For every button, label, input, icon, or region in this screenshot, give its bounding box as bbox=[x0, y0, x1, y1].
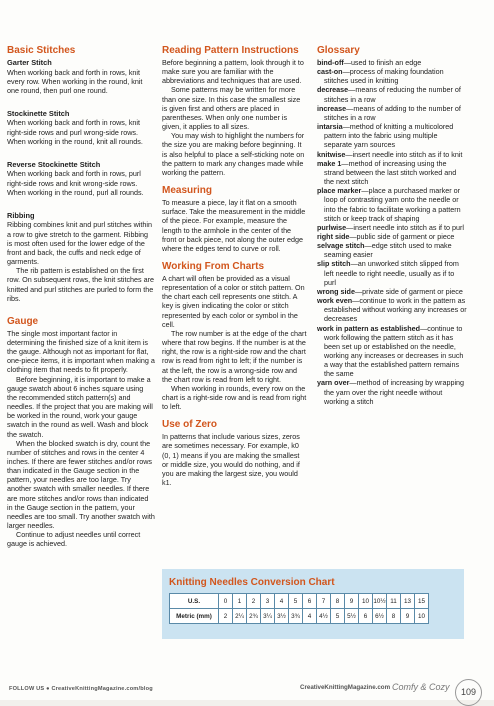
metric-size-cell: 4½ bbox=[317, 609, 331, 624]
glossary-entry bbox=[317, 324, 467, 379]
reverse-stockinette-heading: Reverse Stockinette Stitch bbox=[7, 159, 101, 169]
stockinette-text: When working back and forth in rows, knit right-side rows and purl wrong-side rows. When working in the round, knit all rounds. bbox=[7, 118, 143, 146]
us-size-cell: 9 bbox=[345, 594, 359, 609]
glossary-term: knitwise bbox=[317, 149, 346, 159]
glossary-term: place marker bbox=[317, 186, 362, 196]
glossary-definition: —insert needle into stitch as if to purl bbox=[346, 222, 465, 232]
gauge-text-4: Continue to adjust needles until correct gauge is achieved. bbox=[7, 530, 141, 549]
reading-text-3: You may wish to highlight the numbers for the size you are making before beginning. It is also helpful to place a self-sticking note on the pattern to mark any changes made while working the pattern. bbox=[162, 131, 305, 177]
glossary-definition: —insert needle into stitch as if to knit bbox=[345, 149, 463, 159]
ribbing-text-1: Ribbing combines knit and purl stitches within a row to give stretch to the garment. Ribbing is most often used for the lower edge of the front and back, the cuffs and neck edge of garments. bbox=[7, 220, 153, 267]
metric-size-cell: 6½ bbox=[373, 609, 387, 624]
needle-conversion-table bbox=[169, 593, 429, 624]
glossary-entry bbox=[317, 287, 467, 296]
glossary-definition: —process of making foundation stitches used in knitting bbox=[324, 67, 444, 86]
us-size-cell: 15 bbox=[415, 594, 429, 609]
glossary-list bbox=[317, 58, 467, 406]
metric-size-cell: 4 bbox=[303, 609, 317, 624]
glossary-entry bbox=[317, 296, 467, 323]
glossary-entry bbox=[317, 232, 467, 241]
metric-size-cell: 2¼ bbox=[233, 609, 247, 624]
page-number: 109 bbox=[455, 679, 482, 706]
glossary-definition: —means of adding to the number of stitches in a row bbox=[324, 103, 461, 122]
glossary-entry bbox=[317, 259, 467, 286]
glossary-term: increase bbox=[317, 103, 347, 113]
us-size-cell: 4 bbox=[275, 594, 289, 609]
reading-text-2: Some patterns may be written for more than one size. In this case the smallest size is given first and others are placed in parentheses. When only one number is given, it applies to all sizes. bbox=[162, 85, 301, 132]
glossary-definition: —public side of garment or piece bbox=[349, 231, 455, 241]
glossary-entry bbox=[317, 122, 467, 149]
glossary-entry bbox=[317, 150, 467, 159]
us-size-cell: 6 bbox=[303, 594, 317, 609]
column-patterns bbox=[162, 44, 307, 487]
metric-size-cell: 5½ bbox=[345, 609, 359, 624]
us-size-cell: 10½ bbox=[373, 594, 387, 609]
us-size-cell: 2 bbox=[247, 594, 261, 609]
glossary-term: bind-off bbox=[317, 58, 344, 67]
gauge-heading: Gauge bbox=[7, 315, 39, 327]
metric-size-cell: 3¼ bbox=[261, 609, 275, 624]
us-size-cell: 3 bbox=[261, 594, 275, 609]
metric-row-label: Metric (mm) bbox=[170, 609, 219, 624]
metric-size-cell: 6 bbox=[359, 609, 373, 624]
column-glossary bbox=[317, 44, 467, 406]
us-size-cell: 1 bbox=[233, 594, 247, 609]
metric-size-cell: 2¾ bbox=[247, 609, 261, 624]
reverse-stockinette-text: When working back and forth in rows, purl right-side rows and knit wrong-side rows. When working in the round, purl all rounds. bbox=[7, 169, 144, 197]
needle-conversion-box bbox=[162, 569, 464, 639]
metric-size-cell: 3¾ bbox=[289, 609, 303, 624]
reading-pattern-heading: Reading Pattern Instructions bbox=[162, 45, 299, 56]
metric-size-cell: 3½ bbox=[275, 609, 289, 624]
us-size-cell: 8 bbox=[331, 594, 345, 609]
glossary-definition: —an unworked stitch slipped from left needle to right needle, usually as if to purl bbox=[324, 259, 459, 287]
glossary-definition: —method of increasing by wrapping the yarn over the right needle without working a stitch bbox=[324, 378, 465, 406]
us-size-cell: 7 bbox=[317, 594, 331, 609]
glossary-term: right side bbox=[317, 231, 350, 241]
glossary-definition: —continue to work in the pattern as established without working any increases or decreases bbox=[324, 296, 467, 324]
use-of-zero-heading: Use of Zero bbox=[162, 419, 218, 431]
glossary-definition: —method of increasing using the strand between the last stitch worked and the next stitch bbox=[324, 158, 457, 187]
us-size-cell: 0 bbox=[219, 594, 233, 609]
us-row-label: U.S. bbox=[170, 594, 219, 609]
glossary-entry bbox=[317, 85, 467, 103]
footer-follow-us: FOLLOW US ● CreativeKnittingMagazine.com/blog bbox=[9, 686, 153, 692]
glossary-term: selvage stitch bbox=[317, 241, 365, 251]
measuring-heading: Measuring bbox=[162, 185, 213, 197]
glossary-term: work in pattern as established bbox=[317, 323, 421, 333]
measuring-text: To measure a piece, lay it flat on a smooth surface. Take the measurement in the middle of the piece. For example, measure the length to the armhole in the center of the front or back piece, not along the outer edge where the edges tend to curve or roll. bbox=[162, 198, 306, 253]
gauge-text-3: When the blocked swatch is dry, count the number of stitches and rows in the center 4 inches. If there are fewer stitches and/or rows than indicated in the Gauge section in the pattern, your needles are too large. Try another swatch with smaller needles. If there are more stitches and/or rows than indicated in the Gauge section in the pattern, your needles are too small. Try another swatch with larger needles. bbox=[7, 438, 155, 531]
glossary-definition: —used to finish an edge bbox=[343, 58, 422, 67]
footer-website: CreativeKnittingMagazine.com bbox=[300, 684, 391, 691]
reading-text-1: Before beginning a pattern, look through it to make sure you are familiar with the abbreviations and techniques that are used. bbox=[162, 58, 304, 86]
ribbing-heading: Ribbing bbox=[7, 210, 35, 220]
needle-chart-title: Knitting Needles Conversion Chart bbox=[169, 577, 335, 588]
column-basic-stitches bbox=[7, 44, 155, 549]
us-size-cell: 11 bbox=[387, 594, 401, 609]
glossary-entry bbox=[317, 378, 467, 405]
glossary-term: slip stitch bbox=[317, 259, 351, 269]
metric-size-cell: 9 bbox=[401, 609, 415, 624]
charts-text-3: When working in rounds, every row on the chart is a right-side row and is read from right to left. bbox=[162, 383, 307, 412]
zero-text: In patterns that include various sizes, zeros are sometimes necessary. For example, k0 (0, 1) means if you are making the smallest or middle size, you would do nothing, and if you are making the largest size, you would k1. bbox=[162, 432, 300, 488]
garter-stitch-heading: Garter Stitch bbox=[7, 58, 52, 67]
glossary-entry bbox=[317, 104, 467, 122]
charts-text-1: A chart will often be provided as a visual representation of a color or stitch pattern. On the chart each cell represents one stitch. A key is given indicating the color or stitch represented by each color or symbol in the cell. bbox=[162, 273, 305, 329]
glossary-term: cast-on bbox=[317, 67, 343, 77]
metric-size-row bbox=[170, 609, 429, 624]
gauge-text-1: The single most important factor in determining the finished size of a knit item is the gauge. Although not as important for flat, one-piece items, it is important when making a clothing item that needs to fit properly. bbox=[7, 328, 155, 375]
glossary-entry bbox=[317, 241, 467, 259]
working-charts-heading: Working From Charts bbox=[162, 260, 265, 272]
glossary-entry bbox=[317, 223, 467, 232]
ribbing-text-2: The rib pattern is established on the first row. On subsequent rows, the knit stitches are knitted and purl stitches are purled to form the ribs. bbox=[7, 266, 155, 303]
footer-magazine-title: Comfy & Cozy bbox=[392, 682, 450, 692]
glossary-term: purlwise bbox=[317, 222, 347, 232]
metric-size-cell: 2 bbox=[219, 609, 233, 624]
glossary-term: yarn over bbox=[317, 378, 350, 388]
metric-size-cell: 8 bbox=[387, 609, 401, 624]
glossary-term: wrong side bbox=[317, 286, 355, 296]
stockinette-heading: Stockinette Stitch bbox=[7, 108, 70, 118]
garter-stitch-text: When working back and forth in rows, knit every row. When working in the round, knit one round, then purl one round. bbox=[7, 67, 143, 95]
us-size-cell: 13 bbox=[401, 594, 415, 609]
glossary-entry bbox=[317, 58, 467, 67]
glossary-term: decrease bbox=[317, 85, 349, 95]
glossary-definition: —continue to work following the pattern stitch as it has been set up or established on the needle, working any increases or decreases in such a way that the established pattern remains the same bbox=[324, 323, 464, 379]
charts-text-2: The row number is at the edge of the chart where that row begins. If the number is at the right, the row is a right-side row and the chart row is read from right to left; if the number is at the left, the row is a wrong-side row and the chart row is read from left to right. bbox=[162, 328, 307, 384]
glossary-entry bbox=[317, 67, 467, 85]
glossary-entry bbox=[317, 186, 467, 223]
glossary-definition: —edge stitch used to make seaming easier bbox=[324, 241, 452, 260]
glossary-term: intarsia bbox=[317, 122, 343, 132]
glossary-term: work even bbox=[317, 296, 353, 306]
glossary-term: make 1 bbox=[317, 158, 342, 168]
metric-size-cell: 10 bbox=[415, 609, 429, 624]
glossary-definition: —means of reducing the number of stitches in a row bbox=[324, 85, 461, 104]
us-size-cell: 10 bbox=[359, 594, 373, 609]
glossary-definition: —place a purchased marker or loop of contrasting yarn onto the needle or into the fabric to facilitate working a pattern stitch or keep track of shaping bbox=[324, 186, 461, 223]
gauge-text-2: Before beginning, it is important to make a gauge swatch about 6 inches square using the recommended stitch pattern(s) and needles. If the project that you are making will be worked in the round, work your gauge swatch in the round as well. Wash and block the swatch. bbox=[7, 374, 153, 439]
glossary-definition: —private side of garment or piece bbox=[354, 286, 463, 296]
basic-stitches-heading: Basic Stitches bbox=[7, 45, 76, 56]
glossary-definition: —method of knitting a multicolored pattern into the fabric using multiple separate yarn sources bbox=[324, 122, 454, 150]
metric-size-cell: 5 bbox=[331, 609, 345, 624]
us-size-row bbox=[170, 594, 429, 609]
glossary-heading: Glossary bbox=[317, 45, 360, 56]
glossary-entry bbox=[317, 159, 467, 186]
us-size-cell: 5 bbox=[289, 594, 303, 609]
